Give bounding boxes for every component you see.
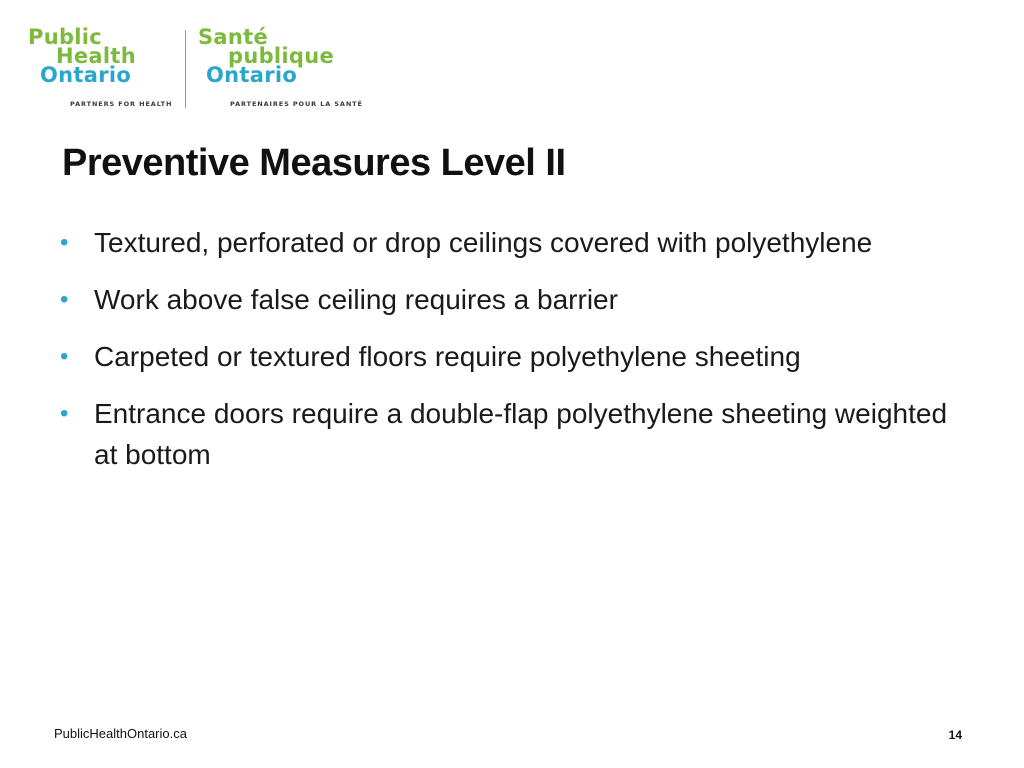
- page-number: 14: [948, 728, 962, 742]
- bullet-text: Textured, perforated or drop ceilings covered with polyethylene: [94, 227, 873, 258]
- bullet-dot-icon: •: [60, 343, 69, 370]
- bullet-item: [58, 393, 958, 475]
- bullet-text: Entrance doors require a double-flap polyethylene sheeting weighted at bottom: [94, 398, 948, 470]
- logo-french: [198, 25, 368, 87]
- logo-fr-line-3: Ontario: [206, 63, 298, 87]
- bullet-item: [58, 279, 958, 320]
- logo-english: [28, 25, 178, 87]
- logo-divider: [185, 30, 186, 108]
- logo-en-line-1: Public: [28, 25, 103, 49]
- logo-fr-line-1: Santé: [198, 25, 269, 49]
- logo-tagline-english: PARTNERS FOR HEALTH: [70, 100, 173, 108]
- bullet-dot-icon: •: [60, 286, 69, 313]
- footer-url: PublicHealthOntario.ca: [54, 726, 187, 741]
- bullet-dot-icon: •: [60, 229, 69, 256]
- bullet-list: [58, 222, 958, 491]
- logo-en-line-3: Ontario: [40, 63, 132, 87]
- bullet-text: Carpeted or textured floors require polyethylene sheeting: [94, 341, 801, 372]
- bullet-text: Work above false ceiling requires a barrier: [94, 284, 618, 315]
- bullet-dot-icon: •: [60, 400, 69, 427]
- logo-tagline-french: PARTENAIRES POUR LA SANTÉ: [230, 100, 363, 108]
- logo-fr-line-2: publique: [228, 44, 335, 68]
- public-health-ontario-logo: [28, 25, 368, 112]
- bullet-item: [58, 336, 958, 377]
- logo-en-line-2: Health: [56, 44, 136, 68]
- bullet-item: [58, 222, 958, 263]
- slide-title: Preventive Measures Level II: [62, 142, 566, 184]
